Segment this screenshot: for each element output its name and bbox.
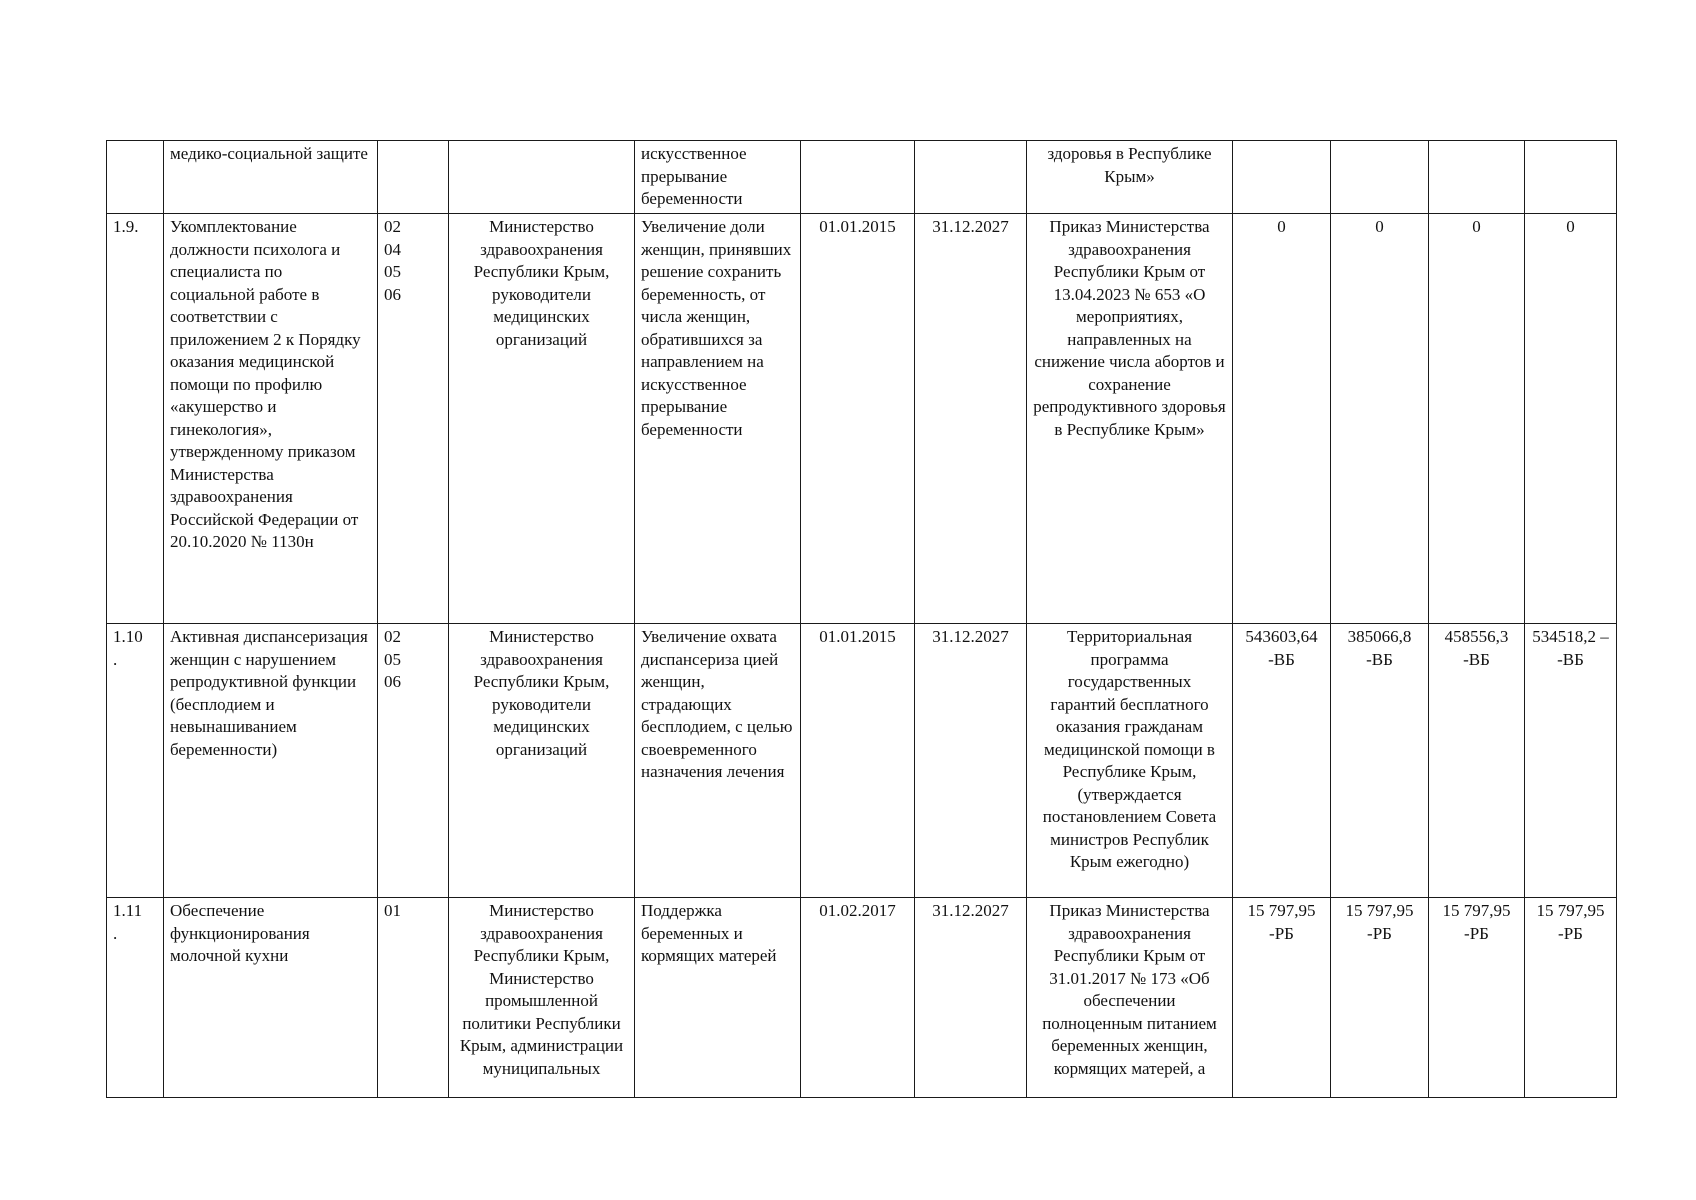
executor-cell: Министерство здравоохранения Республики Крым, руководители медицинских организаций (449, 214, 635, 624)
funding-cell-4 (1525, 141, 1617, 214)
end-date-cell: 31.12.2027 (915, 898, 1027, 1098)
row-number-cell (107, 141, 164, 214)
funding-cell-3: 15 797,95 -РБ (1429, 898, 1525, 1098)
funding-cell-1: 0 (1233, 214, 1331, 624)
start-date-cell: 01.01.2015 (801, 214, 915, 624)
measure-name-cell: медико-социальной защите (164, 141, 378, 214)
funding-cell-4: 534518,2 – -ВБ (1525, 624, 1617, 898)
funding-cell-2: 385066,8 -ВБ (1331, 624, 1429, 898)
start-date-cell: 01.02.2017 (801, 898, 915, 1098)
table-row (107, 141, 1617, 214)
row-number-cell: 1.9. (107, 214, 164, 624)
funding-cell-4: 0 (1525, 214, 1617, 624)
funding-cell-2: 15 797,95 -РБ (1331, 898, 1429, 1098)
legal-basis-cell: здоровья в Республике Крым» (1027, 141, 1233, 214)
measures-table (106, 140, 1617, 1098)
end-date-cell (915, 141, 1027, 214)
funding-cell-3: 0 (1429, 214, 1525, 624)
legal-basis-cell: Приказ Министерства здравоохранения Республики Крым от 31.01.2017 № 173 «Об обеспечении полноценным питанием беременных женщин, кормящих матерей, а (1027, 898, 1233, 1098)
table-row (107, 624, 1617, 898)
codes-cell: 01 (378, 898, 449, 1098)
table-row (107, 214, 1617, 624)
expected-result-cell: Увеличение охвата диспансериза цией женщин, страдающих бесплодием, с целью своевременного назначения лечения (635, 624, 801, 898)
funding-cell-1: 15 797,95 -РБ (1233, 898, 1331, 1098)
measure-name-cell: Обеспечение функционирования молочной кухни (164, 898, 378, 1098)
row-number-cell: 1.10 . (107, 624, 164, 898)
start-date-cell (801, 141, 915, 214)
expected-result-cell: Увеличение доли женщин, принявших решение сохранить беременность, от числа женщин, обратившихся за направлением на искусственное прерывание беременности (635, 214, 801, 624)
row-number-cell: 1.11 . (107, 898, 164, 1098)
end-date-cell: 31.12.2027 (915, 624, 1027, 898)
expected-result-cell: Поддержка беременных и кормящих матерей (635, 898, 801, 1098)
funding-cell-3: 458556,3 -ВБ (1429, 624, 1525, 898)
codes-cell: 02 04 05 06 (378, 214, 449, 624)
funding-cell-4: 15 797,95 -РБ (1525, 898, 1617, 1098)
start-date-cell: 01.01.2015 (801, 624, 915, 898)
codes-cell: 02 05 06 (378, 624, 449, 898)
measure-name-cell: Активная диспансеризация женщин с нарушением репродуктивной функции (бесплодием и невынашиванием беременности) (164, 624, 378, 898)
table-row (107, 898, 1617, 1098)
legal-basis-cell: Приказ Министерства здравоохранения Республики Крым от 13.04.2023 № 653 «О мероприятиях, направленных на снижение числа абортов и сохранение репродуктивного здоровья в Республике Крым» (1027, 214, 1233, 624)
funding-cell-3 (1429, 141, 1525, 214)
funding-cell-2 (1331, 141, 1429, 214)
executor-cell (449, 141, 635, 214)
executor-cell: Министерство здравоохранения Республики Крым, руководители медицинских организаций (449, 624, 635, 898)
measure-name-cell: Укомплектование должности психолога и специалиста по социальной работе в соответствии с приложением 2 к Порядку оказания медицинской помощи по профилю «акушерство и гинекология», утвержденному приказом Министерства здравоохранения Российской Федерации от 20.10.2020 № 1130н (164, 214, 378, 624)
funding-cell-2: 0 (1331, 214, 1429, 624)
end-date-cell: 31.12.2027 (915, 214, 1027, 624)
expected-result-cell: искусственное прерывание беременности (635, 141, 801, 214)
funding-cell-1: 543603,64 -ВБ (1233, 624, 1331, 898)
executor-cell: Министерство здравоохранения Республики Крым, Министерство промышленной политики Республики Крым, администрации муниципальных (449, 898, 635, 1098)
legal-basis-cell: Территориальная программа государственных гарантий бесплатного оказания гражданам медицинской помощи в Республике Крым, (утверждается постановлением Совета министров Республик Крым ежегодно) (1027, 624, 1233, 898)
funding-cell-1 (1233, 141, 1331, 214)
codes-cell (378, 141, 449, 214)
